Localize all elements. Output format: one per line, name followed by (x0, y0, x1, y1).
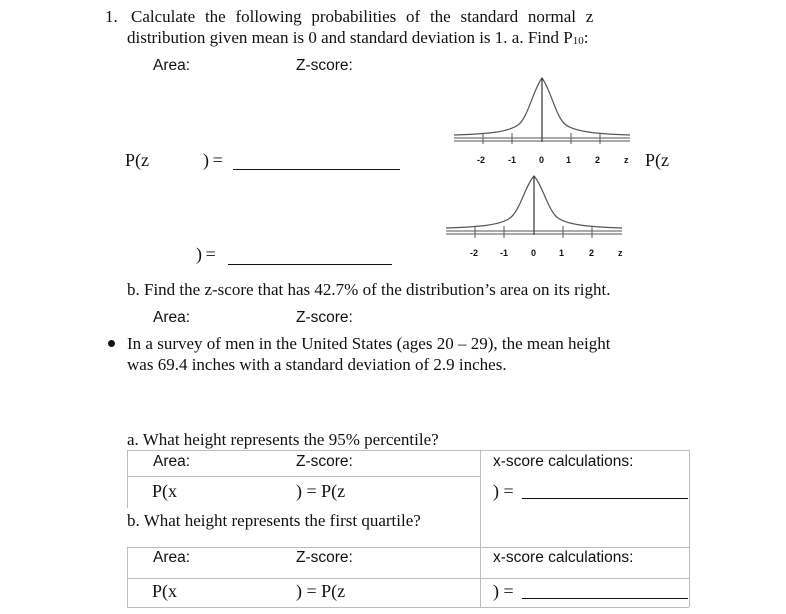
xscore-calc-label-a: x-score calculations: (493, 453, 634, 470)
tick-label: 0 (539, 155, 545, 165)
px-label-b: P(x (152, 581, 178, 601)
part-b-prompt: b. Find the z-score that has 42.7% of the distribution’s area on its right. (127, 280, 611, 299)
answer-blank-3[interactable] (522, 498, 688, 499)
question1-line2 (127, 28, 588, 48)
table-row-divider (127, 547, 689, 548)
area-label-b2: Area: (153, 549, 191, 566)
tick-label: -2 (477, 155, 486, 165)
part-b-height-prompt: b. What height represents the first quartile? (127, 511, 421, 530)
area-label-b: Area: (153, 309, 191, 326)
tick-label: 0 (531, 248, 537, 258)
table-column-divider (480, 450, 481, 607)
part-a-prompt: a. What height represents the 95% percentile? (127, 430, 439, 449)
table-border-top (127, 450, 689, 451)
probability-2-label: P(z (645, 150, 669, 170)
area-label: Area: (153, 57, 191, 74)
question-number: 1. (105, 7, 118, 26)
question1-line2-end: : (583, 28, 589, 47)
question1-line2-text: distribution given mean is 0 and standard deviation is 1. a. Find P (127, 28, 573, 47)
tick-label: -2 (470, 248, 479, 258)
pz-label-b: ) = P(z (296, 581, 346, 601)
table-border-left (127, 547, 128, 607)
tick-label: 2 (589, 248, 595, 258)
zscore-label: Z-score: (296, 57, 353, 74)
bullet-icon (108, 340, 115, 347)
answer-blank-1[interactable] (233, 169, 400, 170)
probability-1-label: P(z (125, 150, 149, 170)
tick-label: z (618, 248, 623, 258)
zscore-label-a: Z-score: (296, 453, 353, 470)
area-label-a: Area: (153, 453, 191, 470)
normal-curve-2 (440, 168, 630, 258)
table-row-divider (127, 578, 689, 579)
zscore-label-b2: Z-score: (296, 549, 353, 566)
table-border-left (127, 450, 128, 508)
percentile-subscript: 10 (572, 35, 584, 47)
probability-2-equals: ) = (196, 244, 216, 264)
tick-label: 1 (566, 155, 572, 165)
tick-label: -1 (508, 155, 517, 165)
tick-label: -1 (500, 248, 509, 258)
answer-blank-4[interactable] (522, 598, 688, 599)
question1-line1: Calculate the following probabilities of the standard normal z (131, 7, 594, 26)
equals-label-a: ) = (493, 481, 514, 501)
equals-label-b: ) = (493, 581, 514, 601)
tick-label: 2 (595, 155, 601, 165)
table-border-bottom (127, 607, 689, 608)
answer-blank-2[interactable] (228, 264, 392, 265)
probability-1-equals: ) = (203, 150, 223, 170)
xscore-calc-label-b: x-score calculations: (493, 549, 634, 566)
question2-line1: In a survey of men in the United States (ages 20 – 29), the mean height (127, 334, 611, 353)
table-border-right (689, 450, 690, 607)
pz-label-a: ) = P(z (296, 481, 346, 501)
px-label-a: P(x (152, 481, 178, 501)
zscore-label-b: Z-score: (296, 309, 353, 326)
question2-line2: was 69.4 inches with a standard deviation of 2.9 inches. (127, 355, 507, 374)
tick-label: 1 (559, 248, 565, 258)
tick-label: z (624, 155, 629, 165)
table-row-divider (127, 476, 480, 477)
